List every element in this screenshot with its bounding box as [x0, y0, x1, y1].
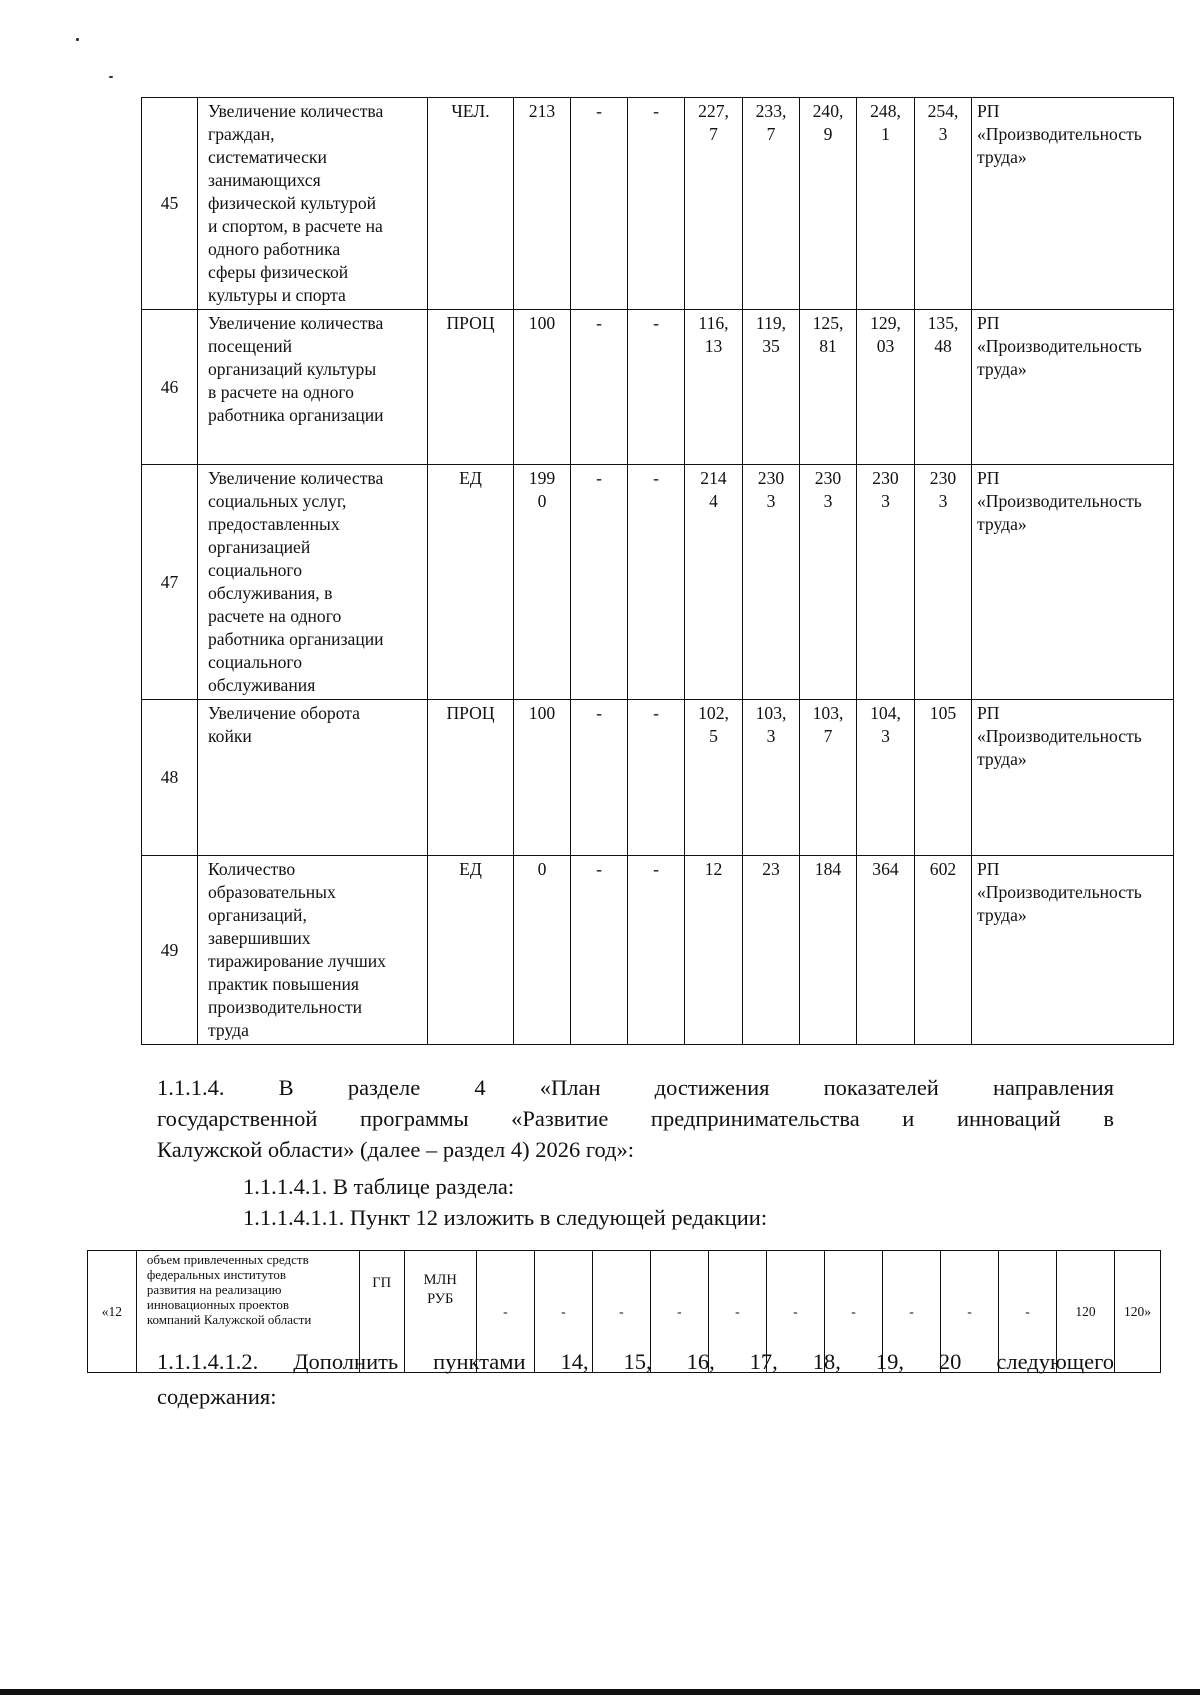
- year-value-line: 9: [823, 124, 833, 144]
- year-value-line: 5: [709, 726, 718, 746]
- year-value: [915, 310, 972, 465]
- base-value: [514, 98, 571, 310]
- year-value: [857, 310, 915, 465]
- paragraph-1-line-3: Калужской области» (далее – раздел 4) 2026 год»:: [157, 1137, 635, 1162]
- scan-speck: [109, 76, 113, 78]
- year-value-line: 103,: [812, 703, 844, 723]
- source-project-line: РП: [977, 703, 1000, 723]
- indicators-table: [141, 97, 1174, 1045]
- indicator-name-line: образовательных: [208, 882, 336, 902]
- indicator-name: [198, 98, 428, 310]
- row-number: 46: [142, 310, 198, 465]
- indicator-row: [142, 310, 1174, 465]
- source-project: [972, 700, 1174, 856]
- year-value-line: 364: [872, 859, 899, 879]
- year-value-line: 116,: [698, 313, 729, 333]
- year-value-line: 35: [762, 336, 780, 356]
- year-value-line: 3: [766, 726, 776, 746]
- year-value-line: 104,: [870, 703, 901, 723]
- paragraph-4-line-1: 1.1.1.4.1.2. Дополнить пунктами 14, 15, 16, 17, 18, 19, 20 следующего: [157, 1349, 1114, 1374]
- item-12-month-cell: -: [534, 1251, 592, 1373]
- indicator-name-line: Увеличение количества: [208, 313, 384, 333]
- year-value-line: 7: [766, 124, 776, 144]
- indicator-name-line: социального: [208, 560, 302, 580]
- year-value: [915, 856, 972, 1045]
- item-12-month-cell: -: [882, 1251, 940, 1373]
- paragraph-3: 1.1.1.4.1.1. Пункт 12 изложить в следующей редакции:: [243, 1205, 768, 1230]
- indicator-name: [198, 465, 428, 700]
- year-value-line: 3: [938, 491, 948, 511]
- source-project-line: труда»: [977, 359, 1027, 379]
- source-project-line: труда»: [977, 514, 1027, 534]
- indicator-name-line: сферы физической: [208, 262, 349, 282]
- indicator-name-line: труда: [208, 1020, 249, 1040]
- scan-speck: [76, 38, 79, 41]
- scan-bottom-edge: [0, 1689, 1200, 1695]
- item-12-value: 120: [1057, 1251, 1115, 1373]
- year-value-line: 103,: [755, 703, 787, 723]
- year-value-line: 129,: [870, 313, 901, 333]
- year-value: [685, 856, 743, 1045]
- indicator-name-line: Увеличение количества: [208, 468, 384, 488]
- dash-cell: -: [571, 856, 628, 1045]
- row-number: 48: [142, 700, 198, 856]
- dash-cell: -: [571, 98, 628, 310]
- indicator-name-line: социальных услуг,: [208, 491, 347, 511]
- year-value-line: 214: [700, 468, 727, 488]
- base-value: [514, 310, 571, 465]
- year-value-line: 4: [709, 491, 718, 511]
- source-project-line: РП: [977, 101, 1000, 121]
- dash-cell: -: [628, 310, 685, 465]
- item-12-month-cell: -: [650, 1251, 708, 1373]
- item-12-name-line: объем привлеченных средств: [146, 1252, 309, 1267]
- indicator-name-line: социального: [208, 652, 302, 672]
- year-value-line: 12: [704, 859, 723, 879]
- indicator-name-line: организацией: [208, 537, 311, 557]
- indicator-name-line: физической культурой: [208, 193, 377, 213]
- year-value: [743, 700, 800, 856]
- item-12-month-cell: -: [708, 1251, 766, 1373]
- item-12-month-cell: -: [592, 1251, 650, 1373]
- unit-cell: ЕД: [428, 856, 514, 1045]
- item-12-month-cell: -: [998, 1251, 1056, 1373]
- base-value-line: 100: [528, 313, 556, 333]
- dash-cell: -: [571, 700, 628, 856]
- dash-cell: -: [628, 465, 685, 700]
- year-value-line: 230: [814, 468, 842, 488]
- base-value-line: 213: [528, 101, 556, 121]
- year-value: [857, 98, 915, 310]
- year-value-line: 3: [881, 726, 890, 746]
- source-project-line: «Производительность: [977, 882, 1142, 902]
- base-value-line: 100: [528, 703, 556, 723]
- base-value: [514, 856, 571, 1045]
- indicator-name-line: одного работника: [208, 239, 341, 259]
- year-value: [857, 856, 915, 1045]
- item-12-level: ГП: [359, 1251, 404, 1373]
- source-project-line: труда»: [977, 147, 1027, 167]
- source-project-line: труда»: [977, 749, 1027, 769]
- item-12-month-cell: -: [824, 1251, 882, 1373]
- year-value-line: 227,: [698, 101, 729, 121]
- indicator-name-line: практик повышения: [208, 974, 360, 994]
- indicator-name-line: граждан,: [208, 124, 275, 144]
- year-value: [800, 465, 857, 700]
- year-value-line: 240,: [812, 101, 844, 121]
- item-12-month-cell: -: [766, 1251, 824, 1373]
- indicator-name-line: занимающихся: [208, 170, 321, 190]
- source-project-line: «Производительность: [977, 726, 1142, 746]
- year-value-line: 233,: [755, 101, 787, 121]
- source-project-line: «Производительность: [977, 124, 1142, 144]
- unit-cell: ПРОЦ: [428, 310, 514, 465]
- year-value-line: 230: [872, 468, 899, 488]
- year-value: [857, 700, 915, 856]
- paragraph-1-line-2: государственной программы «Развитие предпринимательства и инноваций в: [157, 1106, 1114, 1131]
- year-value: [685, 98, 743, 310]
- base-value: [514, 465, 571, 700]
- year-value: [915, 465, 972, 700]
- item-12-name-line: федеральных институтов: [146, 1267, 286, 1282]
- indicator-row: [142, 700, 1174, 856]
- indicator-name-line: обслуживания, в: [208, 583, 333, 603]
- unit-cell: ЕД: [428, 465, 514, 700]
- indicator-name-line: в расчете на одного: [208, 382, 354, 402]
- indicator-name-line: тиражирование лучших: [208, 951, 386, 971]
- indicator-name-line: работника организации: [208, 629, 384, 649]
- item-12-name-line: инновационных проектов: [146, 1297, 289, 1312]
- year-value-line: 48: [934, 336, 952, 356]
- indicator-name-line: организаций культуры: [208, 359, 377, 379]
- year-value-line: 23: [762, 859, 780, 879]
- indicator-row: [142, 856, 1174, 1045]
- indicator-name-line: завершивших: [208, 928, 311, 948]
- indicator-name-line: организаций,: [208, 905, 307, 925]
- item-12-month-cell: -: [940, 1251, 998, 1373]
- year-value: [915, 700, 972, 856]
- item-12-name-line: компаний Калужской области: [146, 1312, 312, 1327]
- source-project: [972, 465, 1174, 700]
- unit-cell: ЧЕЛ.: [428, 98, 514, 310]
- year-value-line: 135,: [927, 313, 959, 333]
- base-value-line: 0: [537, 859, 547, 879]
- indicator-name-line: систематически: [208, 147, 327, 167]
- indicator-name-line: расчете на одного: [208, 606, 342, 626]
- source-project: [972, 98, 1174, 310]
- indicator-row: [142, 98, 1174, 310]
- indicator-name-line: производительности: [208, 997, 363, 1017]
- row-number: 45: [142, 98, 198, 310]
- indicator-name-line: обслуживания: [208, 675, 316, 695]
- indicator-name-line: предоставленных: [208, 514, 340, 534]
- year-value: [857, 465, 915, 700]
- year-value: [743, 98, 800, 310]
- year-value-line: 7: [823, 726, 833, 746]
- year-value-line: 13: [704, 336, 723, 356]
- indicator-name-line: и спортом, в расчете на: [208, 216, 383, 236]
- unit-cell: ПРОЦ: [428, 700, 514, 856]
- year-value-line: 254,: [927, 101, 959, 121]
- source-project-line: РП: [977, 859, 1000, 879]
- dash-cell: -: [628, 98, 685, 310]
- indicator-name: [198, 310, 428, 465]
- year-value-line: 3: [766, 491, 776, 511]
- item-12-unit-line: РУБ: [427, 1291, 454, 1307]
- indicator-name: [198, 700, 428, 856]
- indicator-name: [198, 856, 428, 1045]
- row-number: 47: [142, 465, 198, 700]
- source-project-line: РП: [977, 468, 1000, 488]
- source-project-line: «Производительность: [977, 336, 1142, 356]
- year-value-line: 81: [819, 336, 837, 356]
- year-value: [800, 856, 857, 1045]
- year-value: [685, 700, 743, 856]
- year-value: [685, 310, 743, 465]
- item-12-number: «12: [88, 1251, 137, 1373]
- paragraph-1-line-1: 1.1.1.4. В разделе 4 «План достижения показателей направления: [157, 1075, 1114, 1100]
- item-12-name-line: развития на реализацию: [146, 1282, 282, 1297]
- dash-cell: -: [628, 700, 685, 856]
- year-value: [915, 98, 972, 310]
- year-value-line: 1: [881, 124, 890, 144]
- item-12-month-cell: -: [476, 1251, 534, 1373]
- source-project-line: труда»: [977, 905, 1027, 925]
- indicator-name-line: посещений: [208, 336, 293, 356]
- indicator-name-line: работника организации: [208, 405, 384, 425]
- year-value: [743, 310, 800, 465]
- year-value-line: 184: [814, 859, 842, 879]
- year-value-line: 105: [929, 703, 957, 723]
- paragraph-4-line-2: содержания:: [157, 1384, 277, 1409]
- year-value-line: 03: [876, 336, 895, 356]
- year-value: [743, 465, 800, 700]
- year-value-line: 3: [938, 124, 948, 144]
- indicator-name-line: койки: [208, 726, 252, 746]
- year-value-line: 3: [823, 491, 833, 511]
- year-value: [800, 310, 857, 465]
- year-value-line: 230: [929, 468, 957, 488]
- item-12-unit-line: МЛН: [423, 1272, 457, 1288]
- item-12-value-final: 120»: [1115, 1251, 1161, 1373]
- base-value: [514, 700, 571, 856]
- year-value-line: 102,: [698, 703, 729, 723]
- year-value: [800, 700, 857, 856]
- year-value: [800, 98, 857, 310]
- year-value-line: 7: [709, 124, 718, 144]
- indicator-name-line: Увеличение количества: [208, 101, 384, 121]
- year-value-line: 230: [757, 468, 785, 488]
- year-value-line: 119,: [755, 313, 787, 333]
- paragraph-2: 1.1.1.4.1. В таблице раздела:: [243, 1174, 515, 1199]
- source-project-line: «Производительность: [977, 491, 1142, 511]
- year-value-line: 602: [929, 859, 957, 879]
- year-value: [685, 465, 743, 700]
- indicator-name-line: Увеличение оборота: [208, 703, 360, 723]
- row-number: 49: [142, 856, 198, 1045]
- source-project-line: РП: [977, 313, 1000, 333]
- source-project: [972, 310, 1174, 465]
- source-project: [972, 856, 1174, 1045]
- year-value-line: 248,: [870, 101, 901, 121]
- indicator-name-line: Количество: [208, 859, 296, 879]
- dash-cell: -: [571, 310, 628, 465]
- base-value-line: 0: [537, 491, 547, 511]
- indicator-row: [142, 465, 1174, 700]
- base-value-line: 199: [528, 468, 556, 488]
- indicator-name-line: культуры и спорта: [208, 285, 346, 305]
- dash-cell: -: [628, 856, 685, 1045]
- year-value-line: 125,: [812, 313, 844, 333]
- dash-cell: -: [571, 465, 628, 700]
- year-value: [743, 856, 800, 1045]
- year-value-line: 3: [881, 491, 890, 511]
